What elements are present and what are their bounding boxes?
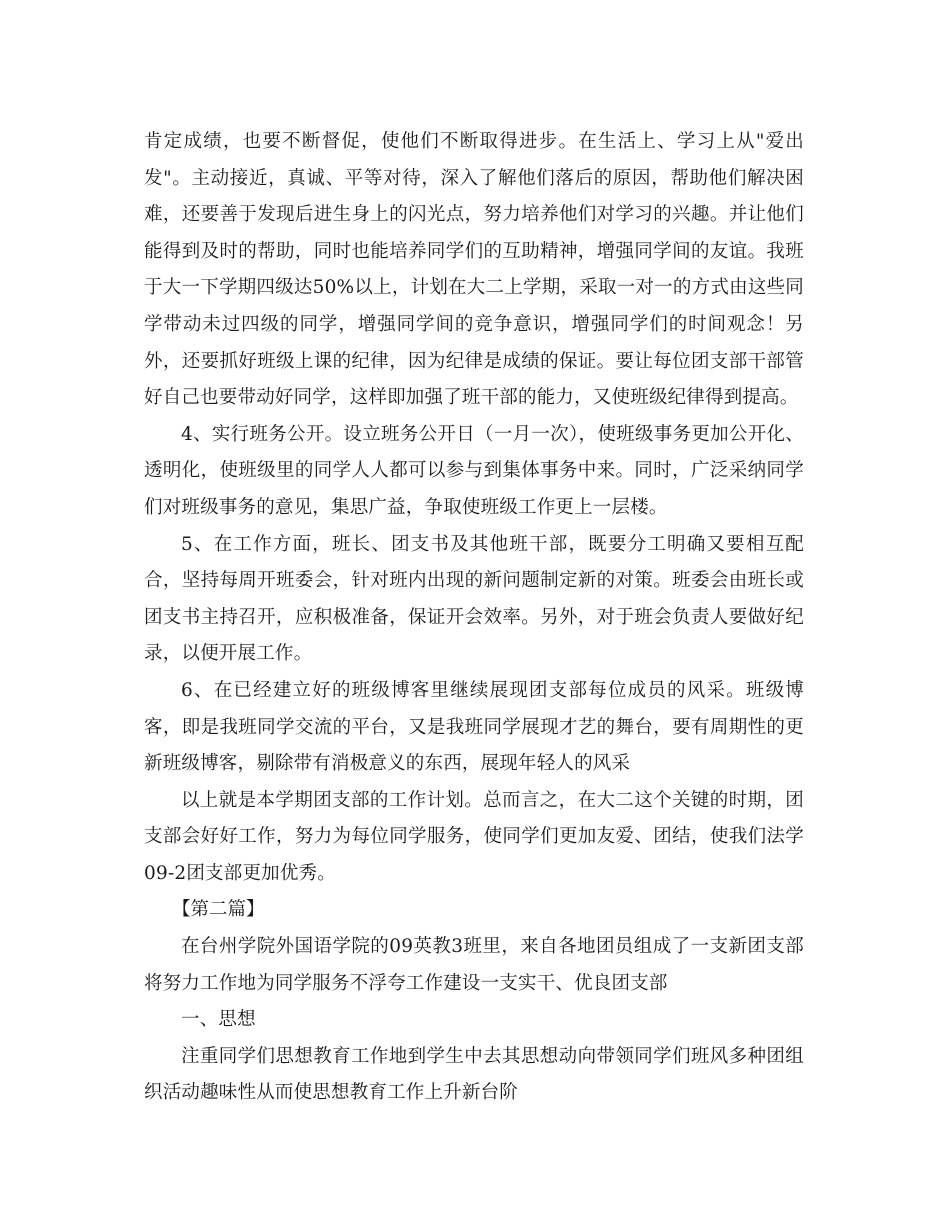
- paragraph-8: 注重同学们思想教育工作地到学生中去其思想动向带领同学们班风多种团组织活动趣味性从而使思想教育工作上升新台阶: [144, 1045, 804, 1104]
- paragraph-2: 4、实行班务公开。设立班务公开日（一月一次），使班级事务更加公开化、透明化，使班级里的同学人人都可以参与到集体事务中来。同时，广泛采纳同学们对班级事务的意见，集思广益，争取使班级工作更上一层楼。: [144, 423, 804, 518]
- paragraph-5: 以上就是本学期团支部的工作计划。总而言之，在大二这个关键的时期，团支部会好好工作，努力为每位同学服务，使同学们更加友爱、团结，使我们法学09-2团支部更加优秀。: [144, 789, 804, 884]
- paragraph-7: 一、思想: [181, 1009, 256, 1031]
- section-heading: 【第二篇】: [172, 899, 265, 921]
- paragraph-3: 5、在工作方面，班长、团支书及其他班干部，既要分工明确又要相互配合，坚持每周开班委会，针对班内出现的新问题制定新的对策。班委会由班长或团支书主持召开，应积极准备，保证开会效率。另外，对于班会负责人要做好纪录，以便开展工作。: [144, 533, 804, 665]
- document-body: [144, 124, 804, 1112]
- paragraph-6: 在台州学院外国语学院的09英教3班里，来自各地团员组成了一支新团支部将努力工作地为同学服务不浮夸工作建设一支实干、优良团支部: [144, 936, 804, 994]
- paragraph-4: 6、在已经建立好的班级博客里继续展现团支部每位成员的风采。班级博客，即是我班同学交流的平台，又是我班同学展现才艺的舞台，要有周期性的更新班级博客，剔除带有消极意义的东西，展现年轻人的风采: [144, 679, 804, 775]
- paragraph-1: 肯定成绩，也要不断督促，使他们不断取得进步。在生活上、学习上从"爱出发"。主动接近，真诚、平等对待，深入了解他们落后的原因，帮助他们解决困难，还要善于发现后进生身上的闪光点，努力培养他们对学习的兴趣。并让他们能得到及时的帮助，同时也能培养同学们的互助精神，增强同学间的友谊。我班于大一下学期四级达50%以上，计划在大二上学期，采取一对一的方式由这些同学带动未过四级的同学，增强同学间的竞争意识，增强同学们的时间观念！另外，还要抓好班级上课的纪律，因为纪律是成绩的保证。要让每位团支部干部管好自己也要带动好同学，这样即加强了班干部的能力，又使班级纪律得到提高。: [144, 131, 804, 409]
